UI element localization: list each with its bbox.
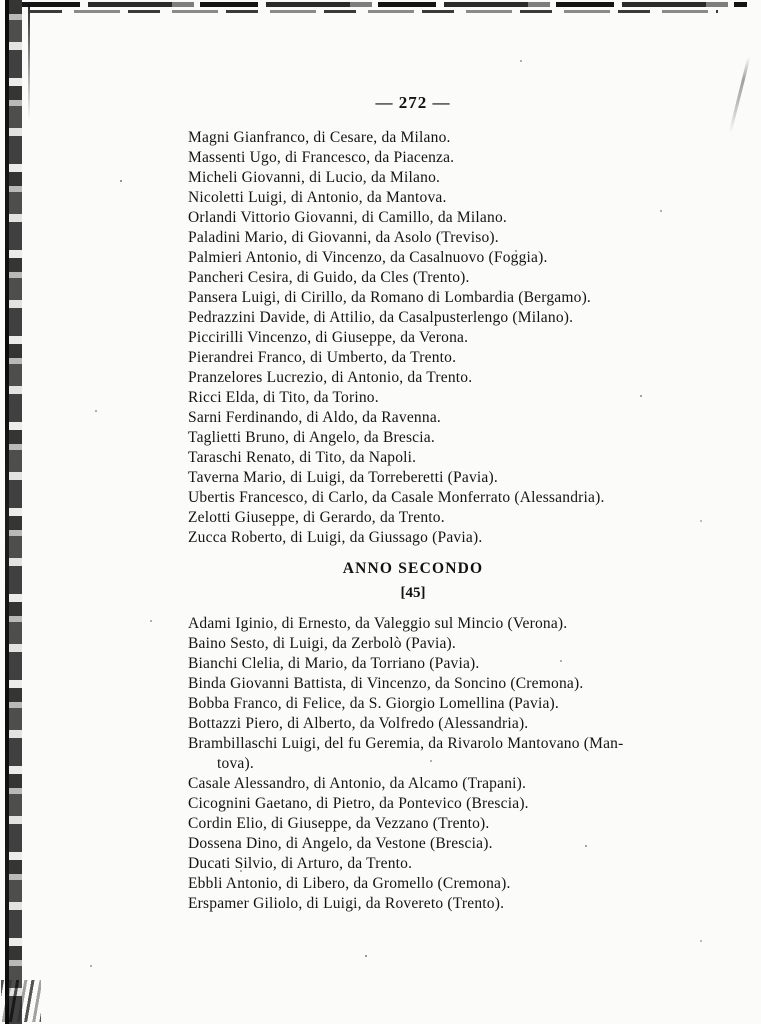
scan-top-rule-primary — [22, 2, 747, 7]
register-list-top — [188, 128, 658, 548]
register-list-anno-secondo — [188, 614, 658, 914]
scan-speckles — [0, 0, 2, 2]
register-entry: Ducati Silvio, di Arturo, da Trento. — [188, 855, 413, 872]
register-entry: Pierandrei Franco, di Umberto, da Trento. — [188, 349, 457, 366]
register-entry: Brambillaschi Luigi, del fu Geremia, da Rivarolo Mantovano (Man- — [188, 735, 624, 752]
register-entry: Micheli Giovanni, di Lucio, da Milano. — [188, 169, 441, 186]
page-number: — 272 — — [375, 93, 451, 112]
register-entry: Massenti Ugo, di Francesco, da Piacenza. — [188, 149, 455, 166]
register-entry: Cicognini Gaetano, di Pietro, da Pontevico (Brescia). — [188, 795, 529, 812]
register-entry: Bottazzi Piero, di Alberto, da Volfredo (Alessandria). — [188, 715, 529, 732]
register-entry: Dossena Dino, di Angelo, da Vestone (Brescia). — [188, 835, 493, 852]
register-entry: Zucca Roberto, di Luigi, da Giussago (Pavia). — [188, 529, 483, 546]
register-entry: Palmieri Antonio, di Vincenzo, da Casalnuovo (Foggia). — [188, 249, 548, 266]
register-entry: Binda Giovanni Battista, di Vincenzo, da Soncino (Cremona). — [188, 675, 584, 692]
scan-bottom-left-blotch — [1, 980, 41, 1022]
register-entry: Paladini Mario, di Giovanni, da Asolo (Treviso). — [188, 229, 499, 246]
register-entry: Adami Iginio, di Ernesto, da Valeggio sul Mincio (Verona). — [188, 615, 568, 632]
register-entry: Zelotti Giuseppe, di Gerardo, da Trento. — [188, 509, 445, 526]
register-entry: Erspamer Giliolo, di Luigi, da Rovereto (Trento). — [188, 895, 505, 912]
register-entry: Pedrazzini Davide, di Attilio, da Casalpusterlengo (Milano). — [188, 309, 574, 326]
register-entry: Pansera Luigi, di Cirillo, da Romano di Lombardia (Bergamo). — [188, 289, 592, 306]
section-heading-anno-secondo: ANNO SECONDO — [342, 560, 484, 577]
register-entry: Casale Alessandro, di Antonio, da Alcamo (Trapani). — [188, 775, 527, 792]
register-entry: Cordin Elio, di Giuseppe, da Vezzano (Trento). — [188, 815, 490, 832]
register-entry: Taraschi Renato, di Tito, da Napoli. — [188, 449, 417, 466]
scan-binding-blotches — [9, 0, 22, 1024]
register-entry: Taglietti Bruno, di Angelo, da Brescia. — [188, 429, 435, 446]
register-entry: Orlandi Vittorio Giovanni, di Camillo, da Milano. — [188, 209, 507, 226]
register-entry: Ubertis Francesco, di Carlo, da Casale Monferrato (Alessandria). — [188, 489, 605, 506]
register-entry: Bobba Franco, di Felice, da S. Giorgio Lomellina (Pavia). — [188, 695, 559, 712]
section-student-count: [45] — [400, 585, 426, 601]
register-entry: Bianchi Clelia, di Mario, da Torriano (Pavia). — [188, 655, 480, 672]
register-entry: Ebbli Antonio, di Libero, da Gromello (Cremona). — [188, 875, 511, 892]
register-entry: Sarni Ferdinando, di Aldo, da Ravenna. — [188, 409, 441, 426]
register-entry: Magni Gianfranco, di Cesare, da Milano. — [188, 129, 451, 146]
register-entry: Pranzelores Lucrezio, di Antonio, da Trento. — [188, 369, 473, 386]
scan-right-mark — [729, 57, 751, 133]
register-entry: Taverna Mario, di Luigi, da Torreberetti (Pavia). — [188, 469, 498, 486]
scan-top-rule-secondary — [30, 10, 718, 13]
register-entry: Nicoletti Luigi, di Antonio, da Mantova. — [188, 189, 447, 206]
register-entry: Ricci Elda, di Tito, da Torino. — [188, 389, 379, 406]
register-entry: Baino Sesto, di Luigi, da Zerbolò (Pavia). — [188, 635, 456, 652]
register-entry: Pancheri Cesira, di Guido, da Cles (Trento). — [188, 269, 470, 286]
scan-inner-edge-line — [28, 5, 30, 120]
register-entry: tova). — [217, 755, 254, 772]
register-entry: Piccirilli Vincenzo, di Giuseppe, da Verona. — [188, 329, 469, 346]
